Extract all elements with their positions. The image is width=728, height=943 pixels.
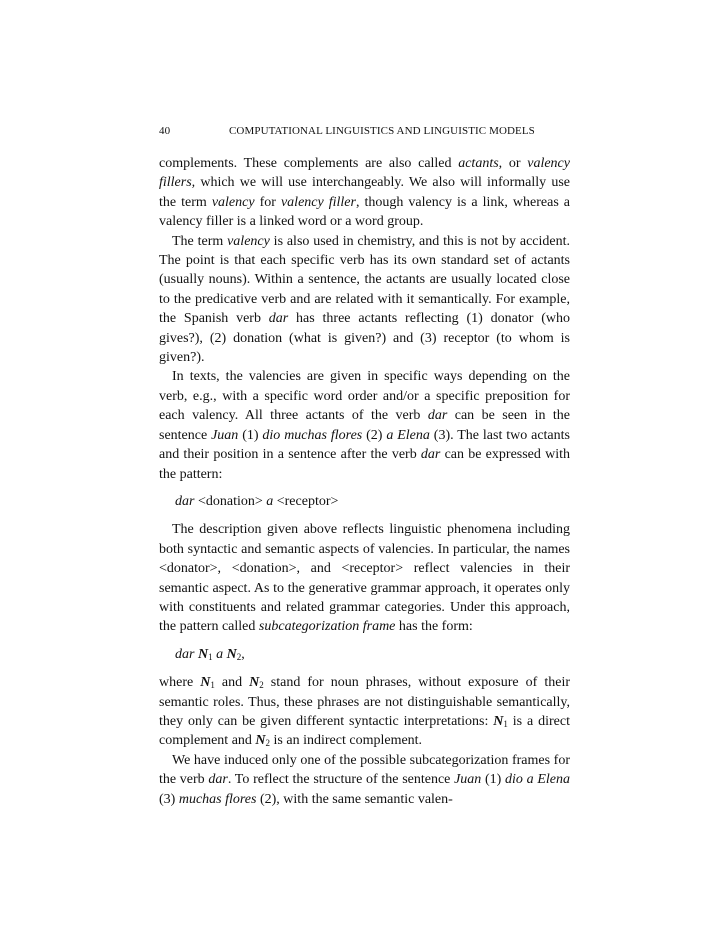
example-dio-a-elena: dio a Elena: [505, 772, 571, 788]
running-title: COMPUTATIONAL LINGUISTICS AND LINGUISTIC MODELS: [229, 125, 535, 137]
example-dio-muchas-flores: dio muchas flores: [262, 427, 363, 443]
pattern-formula: dar <donation> a <receptor>: [175, 493, 339, 509]
example-muchas-flores: muchas flores: [178, 791, 257, 807]
term-valency-fillers: valency fillers,: [159, 156, 570, 191]
page-number: 40: [159, 125, 171, 137]
example-juan: Juan: [211, 427, 239, 443]
term-dar: dar: [268, 311, 289, 327]
example-juan: Juan: [454, 772, 482, 788]
paragraph-5: where $N_1$ and $N_2$ stand for noun phrases, without exposure of their semantic roles. Thus, these phrases are not distinguishable semantically, they only can be given different syntactic interpretations: $N_1$ is a direct complement and $N_2$ is an indirect complement.: [159, 675, 571, 749]
paragraph-1: complements. These complements are also called actants, or valency fillers, which we will use interchangeably. We also will informally use the term valency for valency filler, though valency is a link, whereas a valency filler is a linked word or a word group.: [159, 156, 571, 230]
body-text: [159, 154, 570, 809]
example-a-elena: a Elena: [386, 427, 430, 443]
term-valency: valency: [211, 194, 255, 210]
paragraph-6: We have induced only one of the possible subcategorization frames for the verb dar. To reflect the structure of the sentence Juan (1) dio a Elena (3) muchas flores (2), with the same semantic valen-: [159, 752, 571, 807]
paragraph-3: In texts, the valencies are given in specific ways depending on the verb, e.g., with a specific word order and/or a specific preposition for each valency. All three actants of the verb dar can be seen in the sentence Juan (1) dio muchas flores (2) a Elena (3). The last two actants and their position in a sentence after the verb dar can be expressed with the pattern:: [159, 369, 571, 482]
term-valency-filler: valency filler: [280, 194, 356, 210]
term-subcategorization-frame: subcategorization frame: [258, 619, 396, 635]
term-dar: dar: [427, 408, 448, 424]
paragraph-4: The description given above reflects linguistic phenomena including both syntactic and semantic aspects of valencies. In particular, the names <donator>, <donation>, and <receptor> reflect valencies in their semantic aspect. As to the generative grammar approach, it operates only with constituents and related grammar categories. Under this approach, the pattern called subcategorization frame has the form:: [159, 522, 570, 635]
term-dar: dar: [208, 772, 228, 788]
term-valency: valency: [227, 233, 270, 249]
term-actants: actants: [458, 156, 499, 171]
subcategorization-formula: dar $N_1$ a $N_2$,: [175, 646, 245, 662]
term-dar: dar: [420, 447, 441, 463]
paragraph-2: The term valency is also used in chemistry, and this is not by accident. The point is that each specific verb has its own standard set of actants (usually nouns). Within a sentence, the actants are usually located close to the predicative verb and are related with it semantically. For example, the Spanish verb dar has three actants reflecting (1) donator (who gives?), (2) donation (what is given?) and (3) receptor (to whom is given?).: [159, 233, 571, 366]
